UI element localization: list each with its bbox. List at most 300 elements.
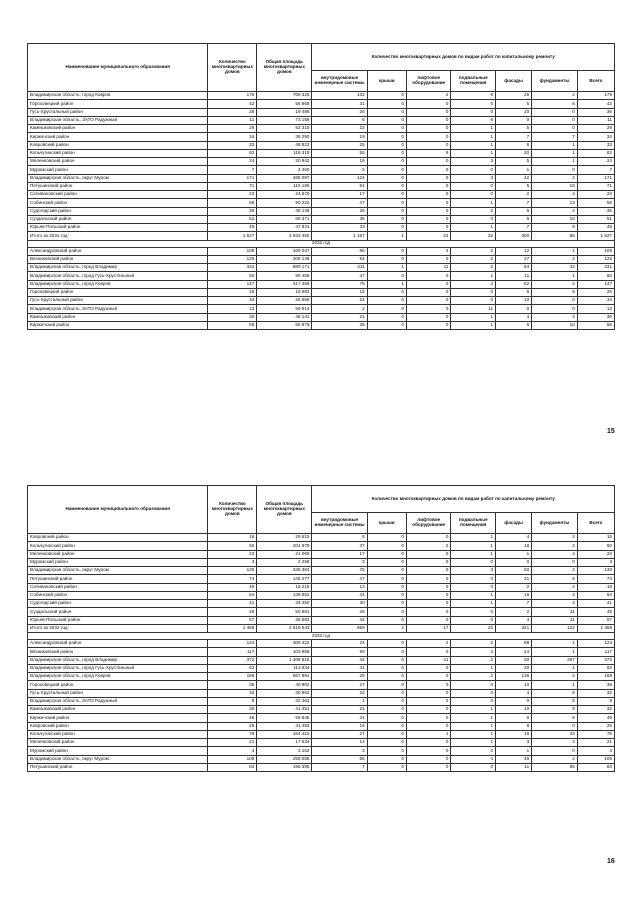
row-value-cell: 32 — [577, 706, 614, 714]
header-basements: подвальные помещения — [451, 71, 496, 92]
table-row — [28, 600, 615, 608]
table-row — [28, 199, 615, 207]
row-value-cell: 25 — [312, 141, 367, 149]
row-value-cell: 22 — [312, 125, 367, 133]
row-value-cell: 34 450 — [257, 600, 312, 608]
row-value-cell: 2 — [532, 255, 578, 263]
row-value-cell: 36 290 — [257, 133, 312, 141]
row-value-cell: 1 — [496, 550, 532, 558]
row-value-cell: 50 881 — [257, 608, 312, 616]
row-value-cell: 0 — [406, 174, 451, 182]
row-value-cell: 27 — [312, 730, 367, 738]
row-value-cell: 0 — [367, 591, 406, 599]
row-value-cell: 0 — [496, 305, 532, 313]
row-value-cell: 0 — [451, 689, 496, 697]
row-value-cell: 32 — [451, 232, 496, 240]
table-row — [28, 697, 615, 705]
row-value-cell: 169 037 — [257, 247, 312, 255]
row-name-cell: Вязниковский район — [28, 648, 208, 656]
row-value-cell: 4 — [532, 191, 578, 199]
row-value-cell: 3 — [208, 558, 257, 566]
year-heading: 2033 год — [28, 633, 615, 640]
row-value-cell: 0 — [367, 583, 406, 591]
row-value-cell: 17 — [312, 191, 367, 199]
row-value-cell: 0 — [406, 313, 451, 321]
row-value-cell: 49 — [208, 608, 257, 616]
table-row — [28, 272, 615, 280]
row-value-cell: 60 — [208, 542, 257, 550]
row-value-cell: 51 — [208, 215, 257, 223]
row-value-cell: 51 — [312, 182, 367, 190]
row-value-cell: 1 — [367, 264, 406, 272]
row-value-cell: 465 097 — [257, 174, 312, 182]
table-row — [28, 92, 615, 100]
row-value-cell: 73 159 — [257, 116, 312, 124]
header-area: Общая площадь многоквартирных домов — [257, 44, 312, 92]
row-value-cell: 0 — [367, 714, 406, 722]
row-value-cell: 0 — [451, 166, 496, 174]
table-row — [28, 739, 615, 747]
row-name-cell: Муромский район — [28, 558, 208, 566]
row-value-cell: 36 — [208, 108, 257, 116]
row-value-cell: 78 — [577, 730, 614, 738]
row-name-cell: Итого за 2032 год: — [28, 624, 208, 632]
row-value-cell: 0 — [367, 567, 406, 575]
row-value-cell: 168 — [577, 673, 614, 681]
row-value-cell: 38 593 — [257, 616, 312, 624]
row-value-cell: 90 — [312, 648, 367, 656]
row-value-cell: 2 — [451, 255, 496, 263]
row-value-cell: 0 — [406, 575, 451, 583]
row-value-cell: 0 — [367, 247, 406, 255]
row-value-cell: 32 — [208, 689, 257, 697]
row-value-cell: 4 — [496, 616, 532, 624]
row-value-cell: 103 968 — [257, 648, 312, 656]
row-value-cell: 38 — [208, 681, 257, 689]
page-number: 15 — [607, 428, 615, 435]
row-value-cell: 6 — [496, 215, 532, 223]
row-value-cell: 0 — [406, 714, 451, 722]
row-value-cell: 176 — [208, 92, 257, 100]
row-name-cell: Муромский район — [28, 747, 208, 755]
row-value-cell: 0 — [367, 600, 406, 608]
row-value-cell: 7 — [496, 199, 532, 207]
row-value-cell: 63 — [208, 664, 257, 672]
row-value-cell: 6 — [496, 288, 532, 296]
row-name-cell: Камешковский район — [28, 125, 208, 133]
row-value-cell: 29 — [208, 125, 257, 133]
row-value-cell: 0 — [367, 656, 406, 664]
row-value-cell: 0 — [367, 166, 406, 174]
row-value-cell: 41 — [208, 600, 257, 608]
row-value-cell: 0 — [532, 297, 578, 305]
row-value-cell: 3 — [532, 739, 578, 747]
year-heading: 2032 год — [28, 240, 615, 247]
row-value-cell: 2 — [406, 640, 451, 648]
row-value-cell: 95 459 — [257, 272, 312, 280]
row-value-cell: 206 148 — [257, 255, 312, 263]
row-value-cell: 0 — [406, 199, 451, 207]
row-value-cell: 39 — [312, 321, 367, 329]
row-value-cell: 0 — [532, 305, 578, 313]
row-value-cell: 1 — [532, 247, 578, 255]
row-value-cell: 47 — [312, 575, 367, 583]
table-row — [28, 550, 615, 558]
row-value-cell: 7 — [577, 166, 614, 174]
row-value-cell: 2 — [451, 656, 496, 664]
row-value-cell: 2 — [532, 755, 578, 763]
row-value-cell: 19 486 — [257, 108, 312, 116]
row-value-cell: 19 — [577, 583, 614, 591]
row-value-cell: 2 — [532, 92, 578, 100]
row-value-cell: 47 — [312, 272, 367, 280]
row-name-cell: Гусь-Хрустальный район — [28, 689, 208, 697]
row-value-cell: 30 — [208, 313, 257, 321]
row-value-cell: 8 — [208, 697, 257, 705]
row-value-cell: 309 422 — [257, 640, 312, 648]
row-value-cell: 11 — [577, 116, 614, 124]
row-value-cell: 4 — [451, 280, 496, 288]
row-value-cell: 0 — [451, 182, 496, 190]
row-value-cell: 171 — [208, 174, 257, 182]
row-value-cell: 7 — [312, 763, 367, 771]
row-value-cell: 0 — [406, 288, 451, 296]
table-row — [28, 722, 615, 730]
row-value-cell: 15 — [312, 288, 367, 296]
row-value-cell: 60 — [577, 542, 614, 550]
header-name: Наименование муниципального образования — [28, 486, 208, 534]
row-value-cell: 8 — [532, 706, 578, 714]
table-row — [28, 730, 615, 738]
row-value-cell: 41 — [312, 664, 367, 672]
row-value-cell: 0 — [367, 673, 406, 681]
row-value-cell: 0 — [367, 207, 406, 215]
row-value-cell: 33 — [312, 224, 367, 232]
row-value-cell: 78 — [312, 280, 367, 288]
row-value-cell: 6 — [532, 689, 578, 697]
row-value-cell: 0 — [406, 583, 451, 591]
row-value-cell: 22 — [312, 689, 367, 697]
row-value-cell: 0 — [367, 648, 406, 656]
row-value-cell: 75 — [312, 567, 367, 575]
table-row — [28, 264, 615, 272]
row-value-cell: 345 384 — [257, 567, 312, 575]
row-value-cell: 0 — [451, 583, 496, 591]
row-name-cell: Камешковский район — [28, 313, 208, 321]
row-value-cell: 164 410 — [257, 730, 312, 738]
row-value-cell: 0 — [367, 133, 406, 141]
row-value-cell: 8 — [496, 722, 532, 730]
row-value-cell: 58 — [577, 199, 614, 207]
row-value-cell: 2 — [532, 174, 578, 182]
row-name-cell: Меленковский район — [28, 739, 208, 747]
row-value-cell: 31 — [312, 100, 367, 108]
row-value-cell: 1 — [367, 232, 406, 240]
row-value-cell: 2 619 543 — [257, 624, 312, 632]
row-value-cell: 1 — [451, 534, 496, 542]
row-value-cell: 46 141 — [257, 313, 312, 321]
row-name-cell: Владимирская область, город Ковров — [28, 673, 208, 681]
row-value-cell: 0 — [367, 616, 406, 624]
row-value-cell: 16 — [496, 730, 532, 738]
row-value-cell: 3 — [451, 567, 496, 575]
row-value-cell: 49 — [577, 608, 614, 616]
row-name-cell: Киржачский район — [28, 133, 208, 141]
table-row — [28, 689, 615, 697]
row-value-cell: 116 319 — [257, 149, 312, 157]
row-value-cell: 1 — [532, 149, 578, 157]
row-value-cell: 1 — [312, 697, 367, 705]
row-value-cell: 0 — [532, 116, 578, 124]
row-value-cell: 1 — [451, 313, 496, 321]
row-name-cell: Владимирская область, ЗАТО Радужный — [28, 305, 208, 313]
row-value-cell: 211 — [312, 264, 367, 272]
row-value-cell: 13 — [312, 583, 367, 591]
row-value-cell: 1 — [532, 648, 578, 656]
row-value-cell: 34 — [208, 133, 257, 141]
row-name-cell: Владимирская область, округ Муром — [28, 755, 208, 763]
row-value-cell: 0 — [406, 608, 451, 616]
table-row — [28, 575, 615, 583]
row-value-cell: 0 — [406, 158, 451, 166]
row-value-cell: 5 — [496, 125, 532, 133]
header-total: Всего — [577, 71, 614, 92]
row-value-cell: 38 — [577, 681, 614, 689]
row-value-cell: 4 — [451, 755, 496, 763]
row-value-cell: 0 — [532, 166, 578, 174]
row-name-cell: Кольчугинский район — [28, 149, 208, 157]
row-value-cell: 48 149 — [257, 207, 312, 215]
row-value-cell: 49 — [577, 224, 614, 232]
row-value-cell: 24 — [312, 297, 367, 305]
row-value-cell: 33 — [532, 730, 578, 738]
row-value-cell: 0 — [367, 272, 406, 280]
table-row — [28, 624, 615, 632]
row-value-cell: 74 — [577, 575, 614, 583]
row-value-cell: 0 — [406, 166, 451, 174]
row-value-cell: 2 — [451, 207, 496, 215]
row-value-cell: 13 — [532, 199, 578, 207]
row-value-cell: 22 — [451, 624, 496, 632]
row-value-cell: 0 — [367, 125, 406, 133]
row-value-cell: 6 — [496, 714, 532, 722]
row-value-cell: 106 — [577, 755, 614, 763]
row-value-cell: 7 — [496, 224, 532, 232]
row-value-cell: 11 — [532, 616, 578, 624]
header-elevators: лифтовое оборудование — [406, 513, 451, 534]
row-value-cell: 0 — [406, 550, 451, 558]
row-value-cell: 3 — [312, 747, 367, 755]
row-value-cell: 4 — [406, 247, 451, 255]
row-value-cell: 0 — [367, 305, 406, 313]
row-value-cell: 1 459 — [208, 624, 257, 632]
table-row — [28, 232, 615, 240]
row-value-cell: 0 — [532, 747, 578, 755]
row-value-cell: 3 — [532, 534, 578, 542]
row-name-cell: Камешковский район — [28, 706, 208, 714]
row-value-cell: 60 — [208, 272, 257, 280]
row-value-cell: 1 — [532, 158, 578, 166]
row-value-cell: 124 — [577, 640, 614, 648]
header-count: Количество многоквартирных домов — [208, 486, 257, 534]
row-value-cell: 44 — [312, 591, 367, 599]
table-row — [28, 656, 615, 664]
header-elevators: лифтовое оборудование — [406, 71, 451, 92]
row-value-cell: 0 — [406, 108, 451, 116]
row-value-cell: 3 933 450 — [257, 232, 312, 240]
row-value-cell: 0 — [406, 215, 451, 223]
row-value-cell: 0 — [406, 755, 451, 763]
table-row — [28, 247, 615, 255]
table-row — [28, 255, 615, 263]
row-value-cell: 5 — [496, 100, 532, 108]
row-value-cell: 41 — [577, 600, 614, 608]
row-name-cell: Владимирская область, город Ковров — [28, 280, 208, 288]
row-value-cell: 3 — [532, 600, 578, 608]
row-value-cell: 0 — [406, 224, 451, 232]
row-value-cell: 37 — [312, 542, 367, 550]
row-value-cell: 2 — [496, 191, 532, 199]
row-value-cell: 0 — [451, 100, 496, 108]
row-value-cell: 125 — [208, 255, 257, 263]
row-value-cell: 10 — [496, 297, 532, 305]
row-value-cell: 0 — [367, 542, 406, 550]
row-value-cell: 6 — [406, 149, 451, 157]
row-value-cell: 66 471 — [257, 215, 312, 223]
row-value-cell: 8 — [532, 224, 578, 232]
row-value-cell: 108 — [577, 247, 614, 255]
row-value-cell: 0 — [367, 534, 406, 542]
table-row — [28, 133, 615, 141]
row-value-cell: 10 — [496, 681, 532, 689]
row-value-cell: 27 — [312, 681, 367, 689]
row-value-cell: 1 — [451, 739, 496, 747]
row-value-cell: 0 — [532, 722, 578, 730]
row-name-cell: Александровский район — [28, 247, 208, 255]
table-row — [28, 763, 615, 771]
row-value-cell: 36 — [208, 207, 257, 215]
row-value-cell: 22 — [406, 232, 451, 240]
row-value-cell: 11 — [406, 264, 451, 272]
table-row — [28, 591, 615, 599]
row-value-cell: 321 — [496, 624, 532, 632]
row-value-cell: 2 258 — [257, 558, 312, 566]
row-value-cell: 0 — [367, 191, 406, 199]
row-name-cell: Суздальский район — [28, 215, 208, 223]
row-value-cell: 0 — [367, 697, 406, 705]
row-value-cell: 0 — [367, 158, 406, 166]
row-value-cell: 0 — [406, 141, 451, 149]
table-row — [28, 714, 615, 722]
row-value-cell: 0 — [367, 108, 406, 116]
row-value-cell: 13 — [577, 305, 614, 313]
row-value-cell: 16 — [577, 534, 614, 542]
row-value-cell: 0 — [367, 215, 406, 223]
row-value-cell: 16 — [312, 158, 367, 166]
row-value-cell: 40 802 — [257, 681, 312, 689]
row-value-cell: 0 — [367, 689, 406, 697]
row-value-cell: 86 — [312, 247, 367, 255]
table-row — [28, 280, 615, 288]
row-value-cell: 4 — [532, 583, 578, 591]
row-value-cell: 1 — [451, 542, 496, 550]
table-row — [28, 297, 615, 305]
row-value-cell: 15 — [532, 182, 578, 190]
row-value-cell: 0 — [451, 297, 496, 305]
row-value-cell: 1 — [451, 224, 496, 232]
row-value-cell: 2 — [496, 608, 532, 616]
table-row — [28, 608, 615, 616]
row-value-cell: 117 — [208, 648, 257, 656]
row-value-cell: 2 — [312, 305, 367, 313]
row-name-cell: Владимирская область, округ Муром — [28, 174, 208, 182]
row-value-cell: 0 — [451, 575, 496, 583]
row-value-cell: 0 — [406, 681, 451, 689]
row-value-cell: 42 — [312, 656, 367, 664]
row-value-cell: 0 — [451, 288, 496, 296]
row-name-cell: Суздальский район — [28, 608, 208, 616]
row-name-cell: Судогодский район — [28, 600, 208, 608]
row-value-cell: 2 — [532, 567, 578, 575]
row-name-cell: Собинский район — [28, 199, 208, 207]
row-value-cell: 58 — [208, 199, 257, 207]
row-value-cell: 567 891 — [257, 673, 312, 681]
row-value-cell: 125 — [577, 255, 614, 263]
row-value-cell: 6 — [496, 141, 532, 149]
row-value-cell: 74 — [208, 575, 257, 583]
row-value-cell: 3 — [312, 558, 367, 566]
row-value-cell: 65 — [532, 763, 578, 771]
row-value-cell: 4 — [496, 534, 532, 542]
row-value-cell: 23 — [208, 550, 257, 558]
row-value-cell: 6 — [451, 92, 496, 100]
row-value-cell: 0 — [367, 100, 406, 108]
row-name-cell: Владимирская область, город Владимир — [28, 264, 208, 272]
row-value-cell: 769 326 — [257, 92, 312, 100]
row-value-cell: 25 — [496, 92, 532, 100]
row-value-cell: 30 962 — [257, 689, 312, 697]
row-value-cell: 20 942 — [257, 158, 312, 166]
table-row — [28, 182, 615, 190]
row-value-cell: 1 — [451, 730, 496, 738]
row-value-cell: 0 — [367, 550, 406, 558]
row-value-cell: 0 — [367, 681, 406, 689]
row-value-cell: 300 — [496, 232, 532, 240]
header-facades: фасады — [496, 71, 532, 92]
row-value-cell: 85 — [532, 232, 578, 240]
row-value-cell: 3 — [496, 739, 532, 747]
row-value-cell: 25 565 — [257, 297, 312, 305]
row-value-cell: 0 — [367, 755, 406, 763]
row-value-cell: 0 — [367, 722, 406, 730]
row-value-cell: 2 — [451, 247, 496, 255]
row-value-cell: 30 — [208, 706, 257, 714]
row-value-cell: 20 — [496, 149, 532, 157]
row-value-cell: 0 — [367, 575, 406, 583]
row-value-cell: 0 — [406, 689, 451, 697]
row-value-cell: 0 — [367, 288, 406, 296]
row-name-cell: Александровский район — [28, 640, 208, 648]
row-value-cell: 1 — [451, 664, 496, 672]
row-value-cell: 41 — [406, 656, 451, 664]
row-value-cell: 12 — [496, 247, 532, 255]
row-value-cell: 331 — [208, 264, 257, 272]
row-value-cell: 6 — [532, 100, 578, 108]
row-value-cell: 8 — [577, 697, 614, 705]
row-value-cell: 6 — [496, 207, 532, 215]
row-name-cell: Владимирская область, город Ковров — [28, 92, 208, 100]
row-value-cell: 0 — [406, 747, 451, 755]
